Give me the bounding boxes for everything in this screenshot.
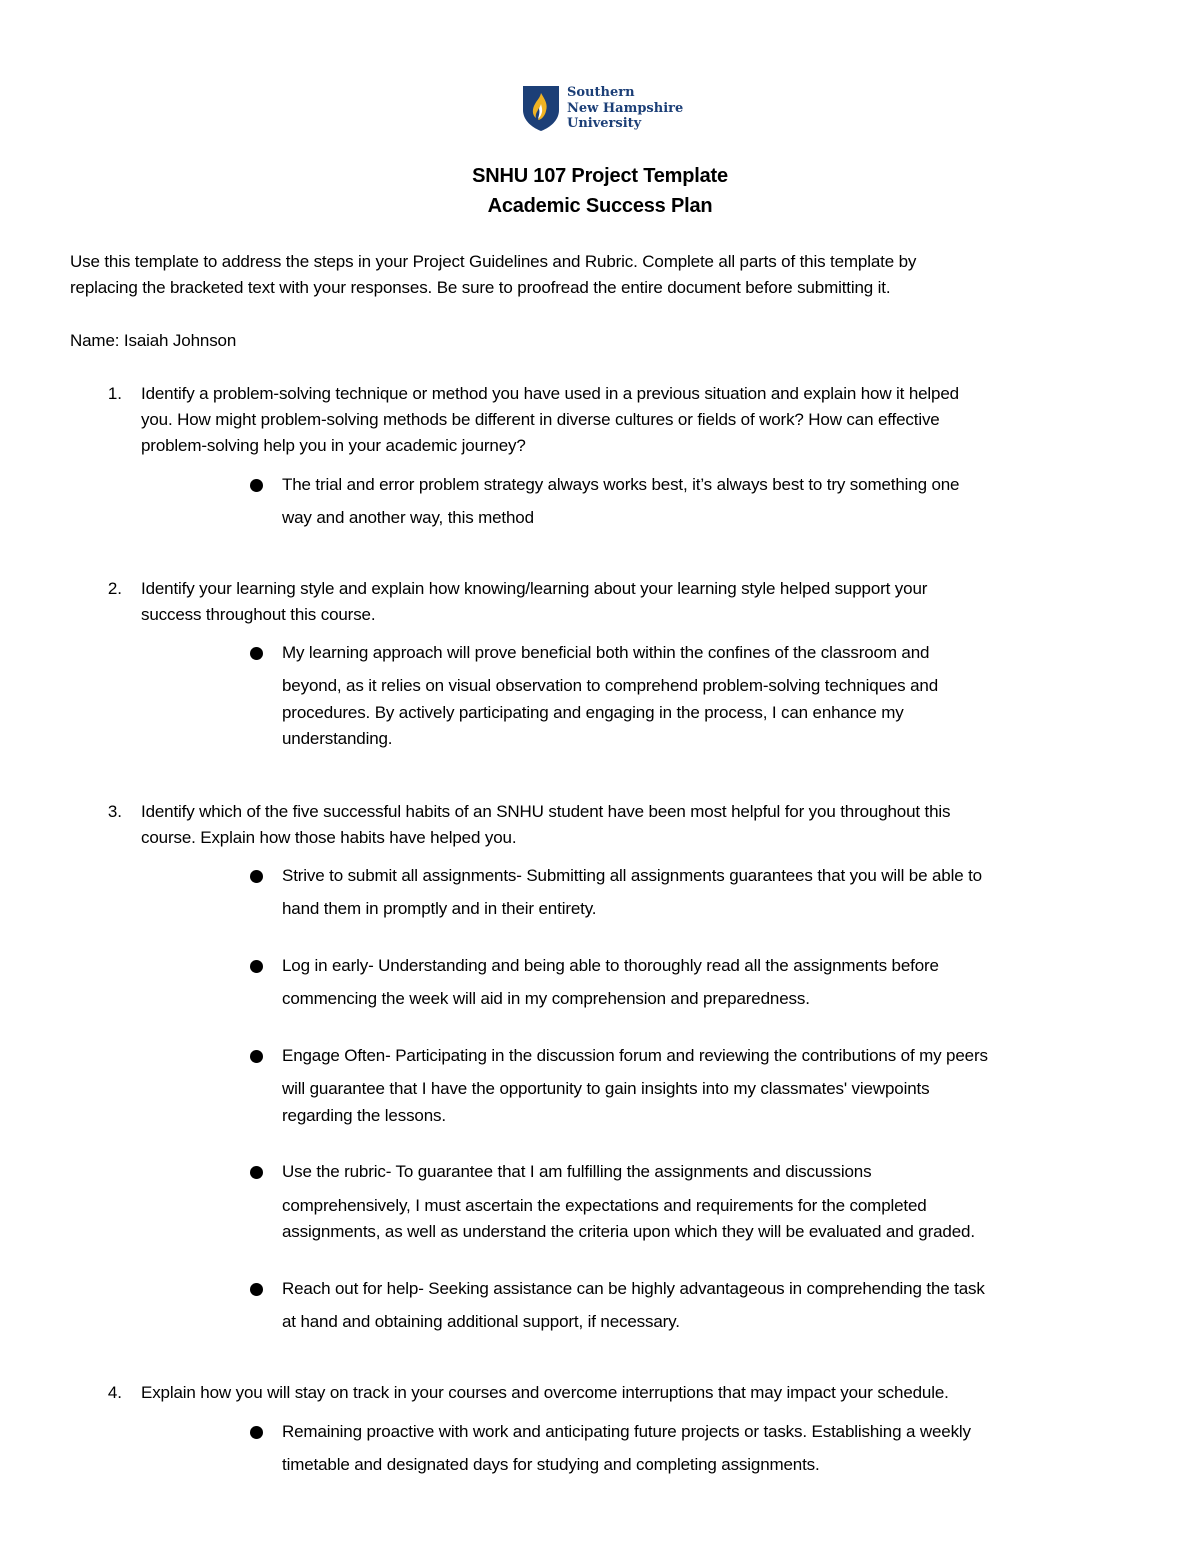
logo-line-3: University: [567, 116, 642, 131]
answer-text: Reach out for help- Seeking assistance can be highly advantageous in comprehending the task: [282, 1279, 985, 1298]
student-name: Name: Isaiah Johnson: [70, 331, 237, 350]
answer-text: way and another way, this method: [282, 508, 534, 527]
logo-line-1: Southern: [567, 85, 635, 100]
answer-text: The trial and error problem strategy always works best, it’s always best to try something one: [282, 475, 960, 494]
question-text: Identify which of the five successful habits of an SNHU student have been most helpful for you throughout this: [141, 802, 951, 821]
answer-text: commencing the week will aid in my comprehension and preparedness.: [282, 989, 810, 1008]
bullet-icon: [250, 960, 263, 973]
snhu-logo: [521, 84, 691, 134]
answer-text: timetable and designated days for studying and completing assignments.: [282, 1455, 820, 1474]
document-title: SNHU 107 Project Template: [472, 165, 728, 187]
answer-text: Remaining proactive with work and anticipating future projects or tasks. Establishing a weekly: [282, 1422, 971, 1441]
answer-text: comprehensively, I must ascertain the expectations and requirements for the completed: [282, 1196, 927, 1215]
bullet-icon: [250, 1166, 263, 1179]
intro-line-2: replacing the bracketed text with your responses. Be sure to proofread the entire document before submitting it.: [70, 278, 891, 297]
bullet-icon: [250, 1050, 263, 1063]
bullet-icon: [250, 1426, 263, 1439]
answer-text: hand them in promptly and in their entirety.: [282, 899, 597, 918]
bullet-icon: [250, 1283, 263, 1296]
question-text: Identify a problem-solving technique or method you have used in a previous situation and explain how it helped: [141, 384, 959, 403]
answer-text: Use the rubric- To guarantee that I am fulfilling the assignments and discussions: [282, 1162, 872, 1181]
question-text: problem-solving help you in your academic journey?: [141, 436, 526, 455]
answer-text: regarding the lessons.: [282, 1106, 446, 1125]
answer-text: beyond, as it relies on visual observation to comprehend problem-solving techniques and: [282, 676, 939, 695]
document-subtitle: Academic Success Plan: [487, 195, 713, 217]
question-number: 4.: [107, 1383, 122, 1402]
question-text: Explain how you will stay on track in your courses and overcome interruptions that may impact your schedule.: [141, 1383, 949, 1402]
question-text: course. Explain how those habits have helped you.: [141, 828, 517, 847]
answer-text: Log in early- Understanding and being able to thoroughly read all the assignments before: [282, 956, 939, 975]
question-number: 3.: [107, 802, 122, 821]
answer-text: at hand and obtaining additional support, if necessary.: [282, 1312, 680, 1331]
question-text: success throughout this course.: [141, 605, 376, 624]
answer-text: My learning approach will prove beneficial both within the confines of the classroom and: [282, 643, 930, 662]
question-number: 2.: [107, 579, 122, 598]
bullet-icon: [250, 870, 263, 883]
bullet-icon: [250, 647, 263, 660]
bullet-icon: [250, 479, 263, 492]
answer-text: Engage Often- Participating in the discussion forum and reviewing the contributions of my peers: [282, 1046, 988, 1065]
answer-text: assignments, as well as understand the criteria upon which they will be evaluated and graded.: [282, 1222, 975, 1241]
intro-line-1: Use this template to address the steps in your Project Guidelines and Rubric. Complete all parts of this template by: [70, 252, 917, 271]
answer-text: understanding.: [282, 729, 393, 748]
question-text: you. How might problem-solving methods be different in diverse cultures or fields of work? How can effective: [141, 410, 940, 429]
shield-flame-icon: [521, 84, 561, 132]
answer-text: will guarantee that I have the opportunity to gain insights into my classmates' viewpoints: [282, 1079, 930, 1098]
question-text: Identify your learning style and explain how knowing/learning about your learning style helped support your: [141, 579, 928, 598]
logo-line-2: New Hampshire: [567, 100, 684, 116]
logo-wordmark: [567, 85, 683, 132]
question-number: 1.: [107, 384, 122, 403]
answer-text: Strive to submit all assignments- Submitting all assignments guarantees that you will be able to: [282, 866, 982, 885]
answer-text: procedures. By actively participating and engaging in the process, I can enhance my: [282, 703, 904, 722]
